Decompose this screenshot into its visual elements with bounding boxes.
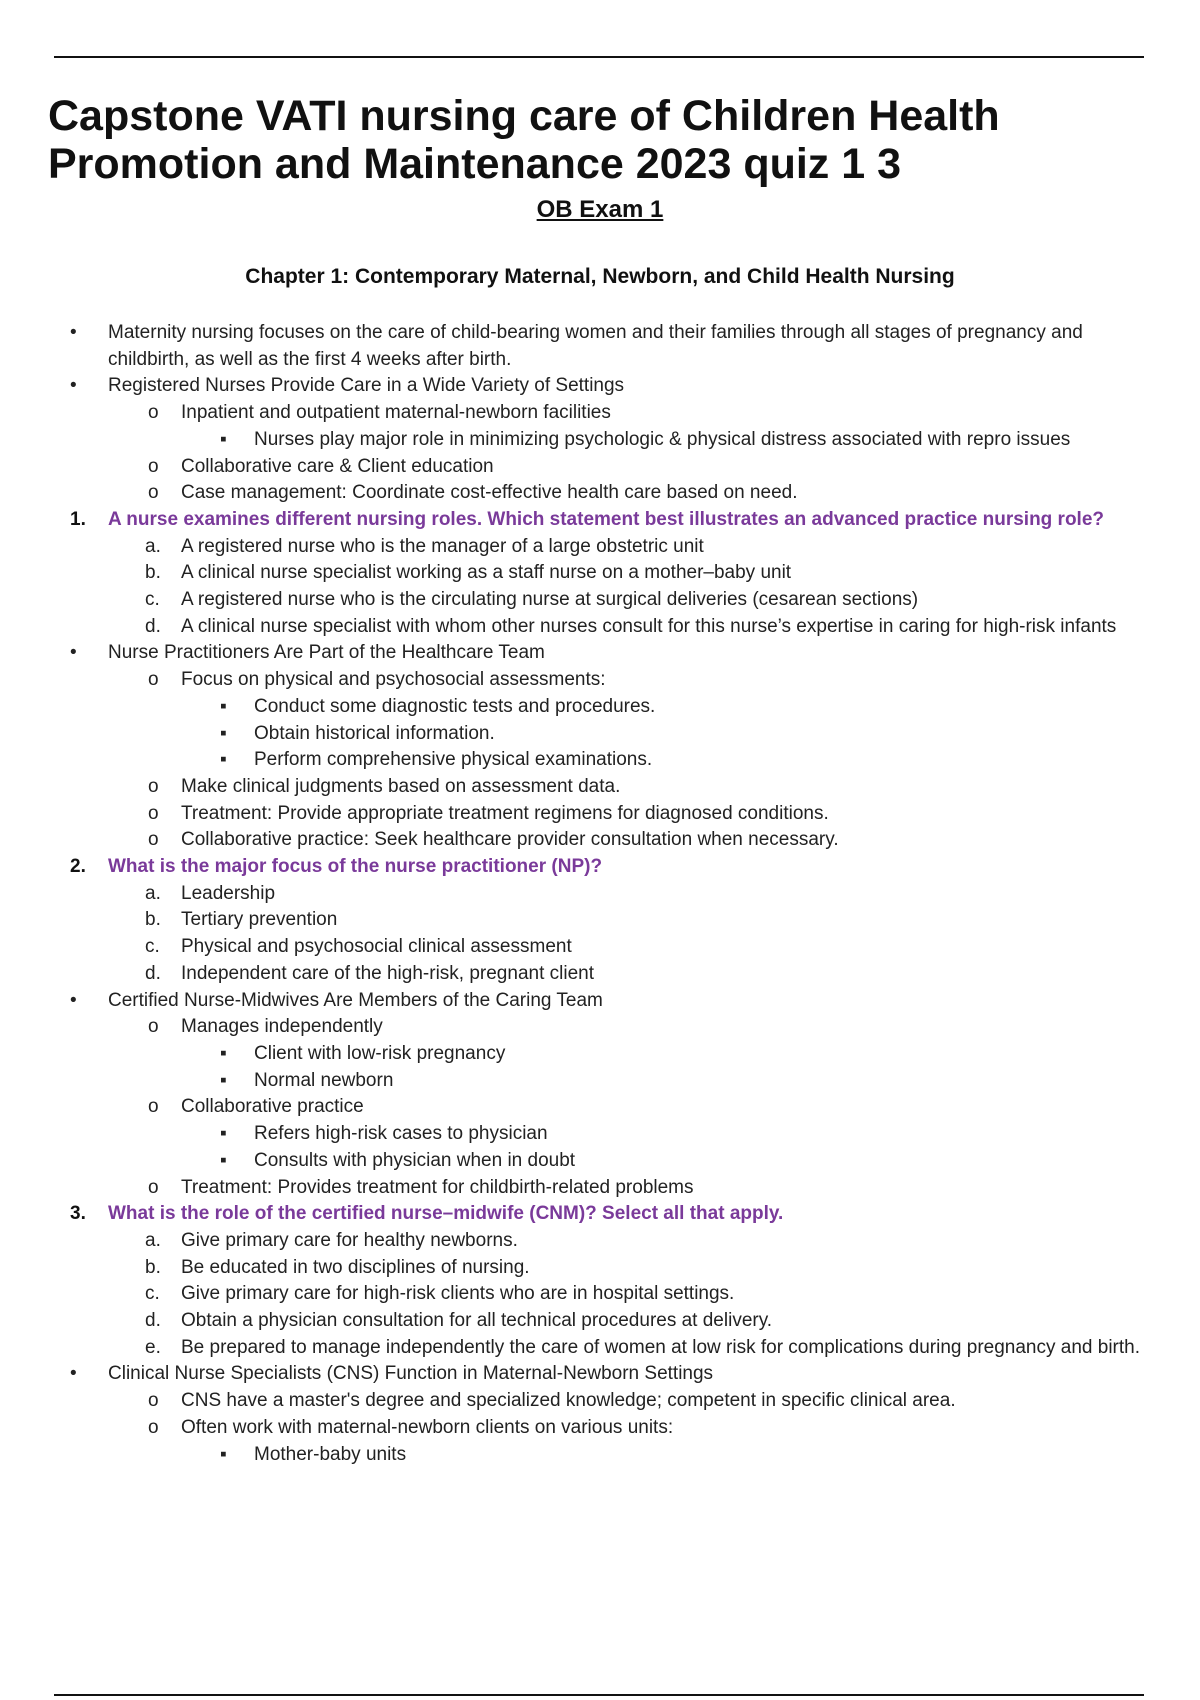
circle-bullet-icon: o (148, 775, 159, 797)
document-title: Capstone VATI nursing care of Children Health Promotion and Maintenance 2023 quiz 1 3 (48, 92, 1000, 188)
answer-option: d. Independent care of the high-risk, pregnant client (0, 961, 1200, 988)
sub-bullet-item: o Collaborative care & Client education (0, 454, 1200, 481)
sub-bullet-item: o Treatment: Provides treatment for childbirth-related problems (0, 1175, 1200, 1202)
sub-sub-bullet-item: ▪ Client with low-risk pregnancy (0, 1041, 1200, 1068)
sub-bullet-item: o Treatment: Provide appropriate treatment regimens for diagnosed conditions. (0, 801, 1200, 828)
bullet-item: • Registered Nurses Provide Care in a Wide Variety of Settings (0, 373, 1200, 400)
circle-bullet-icon: o (148, 1176, 159, 1198)
square-bullet-icon: ▪ (220, 1069, 227, 1091)
answer-option: d. Obtain a physician consultation for all technical procedures at delivery. (0, 1308, 1200, 1335)
option-letter: a. (145, 1229, 161, 1251)
circle-bullet-icon: o (148, 1016, 159, 1038)
question-number: 1. (70, 508, 86, 530)
circle-bullet-icon: o (148, 455, 159, 477)
sub-bullet-item: o Make clinical judgments based on assessment data. (0, 774, 1200, 801)
sub-bullet-item: o Focus on physical and psychosocial assessments: (0, 667, 1200, 694)
circle-bullet-icon: o (148, 1416, 159, 1438)
exam-title: OB Exam 1 (536, 196, 664, 223)
sub-sub-bullet-item: ▪ Normal newborn (0, 1068, 1200, 1095)
option-letter: a. (145, 882, 161, 904)
square-bullet-icon: ▪ (220, 1042, 227, 1064)
bullet-icon: • (70, 989, 77, 1011)
square-bullet-icon: ▪ (220, 695, 227, 717)
answer-option: b. A clinical nurse specialist working as a staff nurse on a mother–baby unit (0, 560, 1200, 587)
question-2: 2. What is the major focus of the nurse practitioner (NP)? (0, 854, 1200, 881)
sub-bullet-item: o Case management: Coordinate cost-effective health care based on need. (0, 480, 1200, 507)
option-letter: b. (145, 909, 161, 931)
answer-option: d. A clinical nurse specialist with whom other nurses consult for this nurse’s expertise in caring for high-risk infants (0, 614, 1200, 641)
answer-option: c. Physical and psychosocial clinical assessment (0, 934, 1200, 961)
sub-bullet-item: o Collaborative practice (0, 1094, 1200, 1121)
sub-bullet-item: o CNS have a master's degree and specialized knowledge; competent in specific clinical area. (0, 1388, 1200, 1415)
chapter-title: Chapter 1: Contemporary Maternal, Newborn, and Child Health Nursing (245, 265, 955, 288)
circle-bullet-icon: o (148, 802, 159, 824)
question-number: 3. (70, 1203, 86, 1225)
question-3: 3. What is the role of the certified nurse–midwife (CNM)? Select all that apply. (0, 1201, 1200, 1228)
circle-bullet-icon: o (148, 669, 159, 691)
option-letter: b. (145, 562, 161, 584)
sub-sub-bullet-item: ▪ Mother-baby units (0, 1442, 1200, 1469)
sub-sub-bullet-item: ▪ Conduct some diagnostic tests and procedures. (0, 694, 1200, 721)
square-bullet-icon: ▪ (220, 428, 227, 450)
sub-bullet-item: o Inpatient and outpatient maternal-newborn facilities (0, 400, 1200, 427)
circle-bullet-icon: o (148, 482, 159, 504)
option-letter: c. (145, 1283, 160, 1305)
bullet-icon: • (70, 642, 77, 664)
circle-bullet-icon: o (148, 1096, 159, 1118)
circle-bullet-icon: o (148, 402, 159, 424)
option-letter: d. (145, 962, 161, 984)
answer-option: a. Give primary care for healthy newborns. (0, 1228, 1200, 1255)
sub-sub-bullet-item: ▪ Refers high-risk cases to physician (0, 1121, 1200, 1148)
option-letter: b. (145, 1256, 161, 1278)
option-letter: d. (145, 615, 161, 637)
sub-sub-bullet-item: ▪ Obtain historical information. (0, 721, 1200, 748)
sub-sub-bullet-item: ▪ Perform comprehensive physical examinations. (0, 747, 1200, 774)
square-bullet-icon: ▪ (220, 1149, 227, 1171)
option-letter: e. (145, 1336, 161, 1358)
top-rule (54, 56, 1144, 58)
answer-option: c. Give primary care for high-risk clients who are in hospital settings. (0, 1281, 1200, 1308)
sub-sub-bullet-item: ▪ Consults with physician when in doubt (0, 1148, 1200, 1175)
answer-option: a. A registered nurse who is the manager of a large obstetric unit (0, 534, 1200, 561)
option-letter: c. (145, 589, 160, 611)
answer-option: a. Leadership (0, 881, 1200, 908)
bullet-item: • Clinical Nurse Specialists (CNS) Function in Maternal-Newborn Settings (0, 1361, 1200, 1388)
circle-bullet-icon: o (148, 1390, 159, 1412)
option-letter: d. (145, 1310, 161, 1332)
option-letter: a. (145, 535, 161, 557)
sub-bullet-item: o Collaborative practice: Seek healthcare provider consultation when necessary. (0, 827, 1200, 854)
bullet-item: • Certified Nurse-Midwives Are Members of the Caring Team (0, 988, 1200, 1015)
question-number: 2. (70, 856, 86, 878)
sub-bullet-item: o Often work with maternal-newborn clients on various units: (0, 1415, 1200, 1442)
square-bullet-icon: ▪ (220, 749, 227, 771)
document-body (0, 320, 1200, 1468)
square-bullet-icon: ▪ (220, 1443, 227, 1465)
answer-option: c. A registered nurse who is the circulating nurse at surgical deliveries (cesarean sections) (0, 587, 1200, 614)
square-bullet-icon: ▪ (220, 722, 227, 744)
option-letter: c. (145, 936, 160, 958)
sub-sub-bullet-item: ▪ Nurses play major role in minimizing psychologic & physical distress associated with repro issues (0, 427, 1200, 454)
question-1: 1. A nurse examines different nursing roles. Which statement best illustrates an advanced practice nursing role? (0, 507, 1200, 534)
bullet-item: • Nurse Practitioners Are Part of the Healthcare Team (0, 640, 1200, 667)
bullet-icon: • (70, 375, 77, 397)
answer-option: b. Tertiary prevention (0, 907, 1200, 934)
bullet-icon: • (70, 1363, 77, 1385)
answer-option: b. Be educated in two disciplines of nursing. (0, 1255, 1200, 1282)
sub-bullet-item: o Manages independently (0, 1014, 1200, 1041)
answer-option: e. Be prepared to manage independently the care of women at low risk for complications during pregnancy and birth. (0, 1335, 1200, 1362)
bullet-icon: • (70, 322, 77, 343)
bottom-rule (54, 1694, 1144, 1696)
square-bullet-icon: ▪ (220, 1123, 227, 1145)
circle-bullet-icon: o (148, 829, 159, 851)
bullet-item: • Maternity nursing focuses on the care of child-bearing women and their families through all stages of pregnancy and childbirth, as well as the first 4 weeks after birth. (70, 322, 1083, 370)
